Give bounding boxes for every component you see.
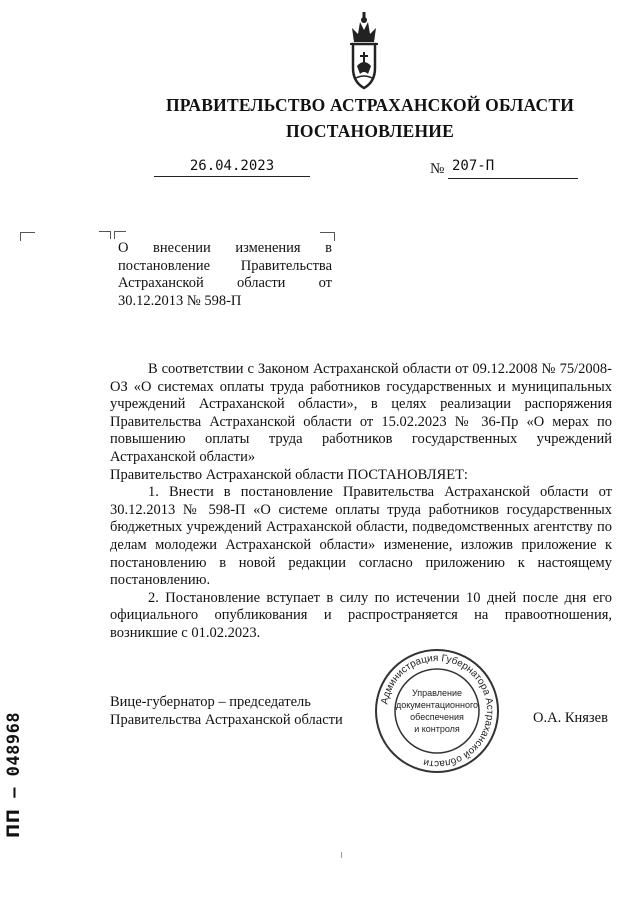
document-body [110,361,612,643]
number-sign: № [430,161,445,177]
document-type: ПОСТАНОВЛЕНИЕ [286,121,454,141]
signer-position-line-1: Вице-губернатор – председатель [110,694,311,710]
serial-prefix: ПП [4,808,24,838]
document-number: 207-П [452,158,495,174]
number-underline [448,178,578,179]
preamble-paragraph: В соответствии с Законом Астраханской области от 09.12.2008 № 75/2008-ОЗ «О системах оплаты труда работников государственных и муниципальных учреждений Астраханской области», в целях реализации распоряжения Правительства Астраханской области от 15.02.2023 № 36-Пр «О мерах по повышению оплаты труда работников государственных учреждений Астраханской области» [110,361,612,465]
serial-number: 048968 [4,711,24,777]
official-stamp [374,648,500,774]
coat-of-arms-icon [336,8,392,90]
stamp-inner-line-1: Управление [411,688,463,698]
corner-mark [20,232,35,241]
corner-mark [99,231,111,239]
date-underline [154,176,310,177]
resolves-line: Правительство Астраханской области ПОСТАНОВЛЯЕТ: [110,466,468,483]
signer-position [110,693,343,729]
stamp-inner-line-4: и контроля [414,724,460,734]
document-date: 26.04.2023 [189,158,275,174]
stamp-outer-text: Администрация Губернатора Астраханской области [379,652,496,770]
signer-name: О.А. Князев [533,710,608,726]
corner-mark [114,231,126,239]
fold-mark [341,852,342,858]
item-1-paragraph: 1. Внести в постановление Правительства Астраханской области от 30.12.2013 № 598-П «О системе оплаты труда работников государственных бюджетных учреждений Астраханской области, подведомственных агентству по делам молодежи Астраханской области» изменение, изложив приложение к постановлению в новой редакции согласно приложению к настоящему постановлению. [110,484,612,589]
signer-position-line-2: Правительства Астраханской области [110,712,343,728]
stamp-inner-line-2: документационного [395,700,479,710]
document-subject: О внесении изменения в постановление Правительства Астраханской области от 30.12.2013 № 598-П [118,240,332,309]
blank-serial-number: ПП – 048968 [4,711,24,838]
item-2-paragraph: 2. Постановление вступает в силу по истечении 10 дней после дня его официального опубликования и распространяется на правоотношения, возникшие с 01.02.2023. [110,589,612,641]
stamp-inner-line-3: обеспечения [410,712,464,722]
organization-title: ПРАВИТЕЛЬСТВО АСТРАХАНСКОЙ ОБЛАСТИ [165,95,575,115]
